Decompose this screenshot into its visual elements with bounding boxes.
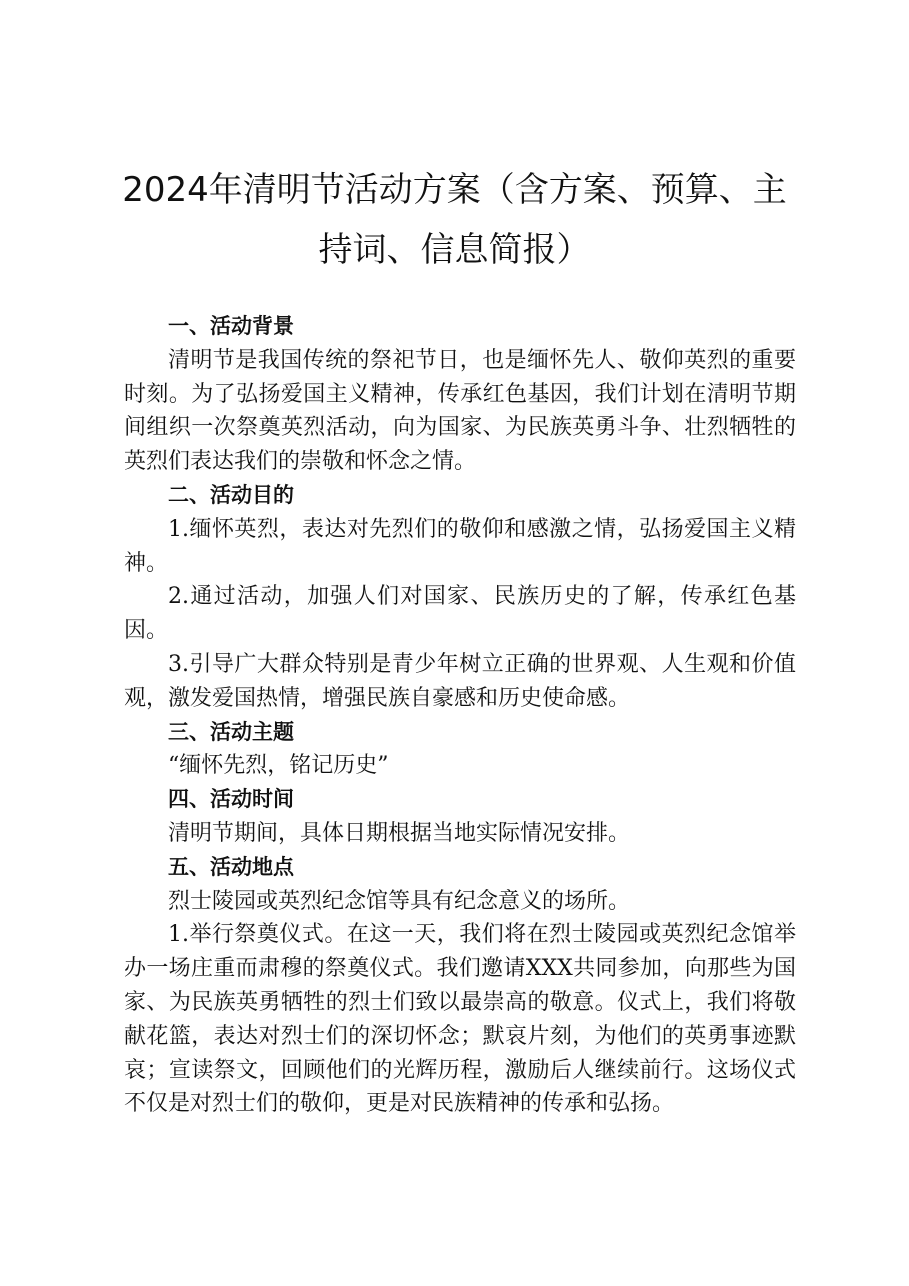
paragraph-theme: “缅怀先烈，铭记历史” <box>168 753 389 779</box>
title-line-1: 2024年清明节活动方案（含方案、预算、主 <box>122 170 787 210</box>
document-body <box>124 310 796 1121</box>
section-heading-theme: 三、活动主题 <box>168 719 294 744</box>
section-heading-location: 五、活动地点 <box>168 854 294 879</box>
section-heading-purpose: 二、活动目的 <box>168 482 294 507</box>
paragraph-ceremony: 1.举行祭奠仪式。在这一天，我们将在烈士陵园或英烈纪念馆举办一场庄重而肃穆的祭奠仪式。我们邀请XXX共同参加，向那些为国家、为民族英勇牺牲的烈士们致以最崇高的敬意。仪式上，我们将敬献花篮，表达对烈士们的深切怀念；默哀片刻，为他们的英勇事迹默哀；宣读祭文，回顾他们的光辉历程，激励后人继续前行。这场仪式不仅是对烈士们的敬仰，更是对民族精神的传承和弘扬。 <box>124 922 796 1117</box>
purpose-item-2: 2.通过活动，加强人们对国家、民族历史的了解，传承红色基因。 <box>124 584 796 644</box>
paragraph-location: 烈士陵园或英烈纪念馆等具有纪念意义的场所。 <box>168 888 631 914</box>
document-title <box>100 160 809 280</box>
section-heading-background: 一、活动背景 <box>168 314 294 338</box>
purpose-item-3: 3.引导广大群众特别是青少年树立正确的世界观、人生观和价值观，激发爱国热情，增强民族自豪感和历史使命感。 <box>124 651 796 711</box>
paragraph-background: 清明节是我国传统的祭祀节日，也是缅怀先人、敬仰英烈的重要时刻。为了弘扬爱国主义精神，传承红色基因，我们计划在清明节期间组织一次祭奠英烈活动，向为国家、为民族英勇斗争、壮烈牺牲的英烈们表达我们的崇敬和怀念之情。 <box>124 347 796 475</box>
purpose-item-1: 1.缅怀英烈，表达对先烈们的敬仰和感激之情，弘扬爱国主义精神。 <box>124 516 796 576</box>
section-heading-time: 四、活动时间 <box>168 787 294 812</box>
title-line-2: 持词、信息简报） <box>318 230 591 270</box>
paragraph-time: 清明节期间，具体日期根据当地实际情况安排。 <box>168 820 631 846</box>
